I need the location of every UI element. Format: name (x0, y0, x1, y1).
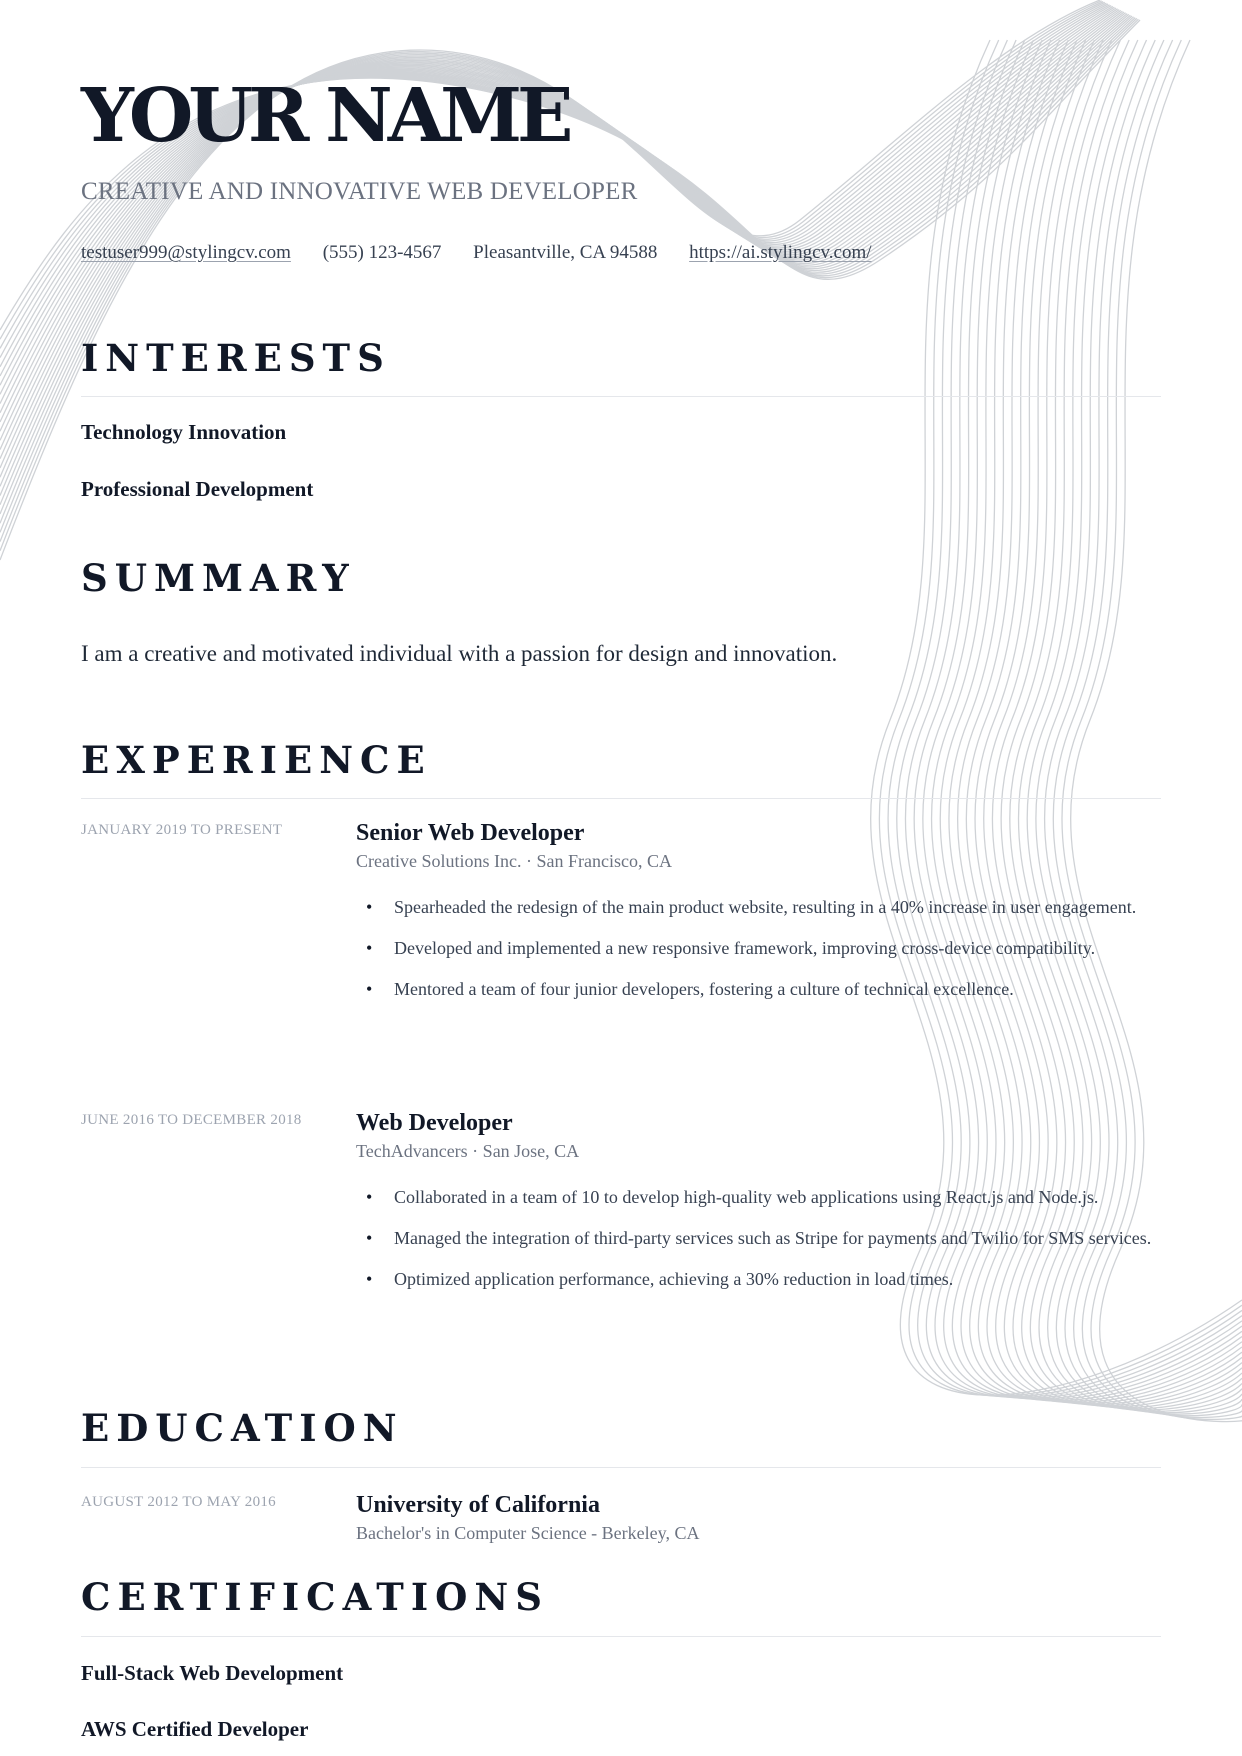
email-link[interactable]: testuser999@stylingcv.com (81, 242, 291, 263)
education-heading: EDUCATION (81, 1406, 404, 1450)
degree: Bachelor's in Computer Science - Berkeley, CA (356, 1523, 700, 1543)
certifications-divider (81, 1636, 1161, 1637)
job-bullets (356, 1182, 1161, 1295)
interest-item: Professional Development (81, 477, 314, 501)
interests-divider (81, 396, 1161, 397)
interests-heading: INTERESTS (81, 336, 391, 380)
job-bullet: • Spearheaded the redesign of the main product website, resulting in a 40% increase in user engagement. (394, 892, 1161, 923)
certification-item: Full-Stack Web Development (81, 1661, 344, 1685)
location: Pleasantville, CA 94588 (473, 242, 658, 263)
job-dates: JANUARY 2019 TO PRESENT (81, 822, 283, 838)
school-name: University of California (356, 1492, 600, 1518)
job-dates: JUNE 2016 TO DECEMBER 2018 (81, 1112, 302, 1128)
certification-item: AWS Certified Developer (81, 1717, 309, 1741)
job-company: Creative Solutions Inc. · San Francisco, CA (356, 851, 672, 871)
job-bullet: • Managed the integration of third-party services such as Stripe for payments and Twilio for SMS services. (394, 1223, 1161, 1254)
interest-item: Technology Innovation (81, 420, 287, 444)
job-bullet: • Developed and implemented a new responsive framework, improving cross-device compatibility. (394, 933, 1161, 964)
job-bullets (356, 892, 1161, 1005)
candidate-tagline: CREATIVE AND INNOVATIVE WEB DEVELOPER (81, 178, 638, 205)
job-company: TechAdvancers · San Jose, CA (356, 1141, 580, 1161)
summary-text: I am a creative and motivated individual with a passion for design and innovation. (81, 641, 838, 666)
job-bullet: • Optimized application performance, achieving a 30% reduction in load times. (394, 1264, 1161, 1295)
candidate-name: YOUR NAME (81, 73, 569, 159)
job-bullet: • Mentored a team of four junior developers, fostering a culture of technical excellence. (394, 974, 1161, 1005)
summary-heading: SUMMARY (81, 556, 356, 600)
job-bullet: • Collaborated in a team of 10 to develop high-quality web applications using React.js and Node.js. (394, 1182, 1161, 1213)
certifications-heading: CERTIFICATIONS (81, 1575, 549, 1619)
job-title: Web Developer (356, 1110, 513, 1136)
experience-heading: EXPERIENCE (81, 738, 432, 782)
website-link[interactable]: https://ai.stylingcv.com/ (689, 242, 872, 263)
experience-divider (81, 798, 1161, 799)
job-title: Senior Web Developer (356, 820, 585, 846)
phone-number: (555) 123-4567 (322, 242, 442, 263)
education-divider (81, 1467, 1161, 1468)
contact-info (81, 242, 899, 264)
education-dates: AUGUST 2012 TO MAY 2016 (81, 1494, 276, 1510)
